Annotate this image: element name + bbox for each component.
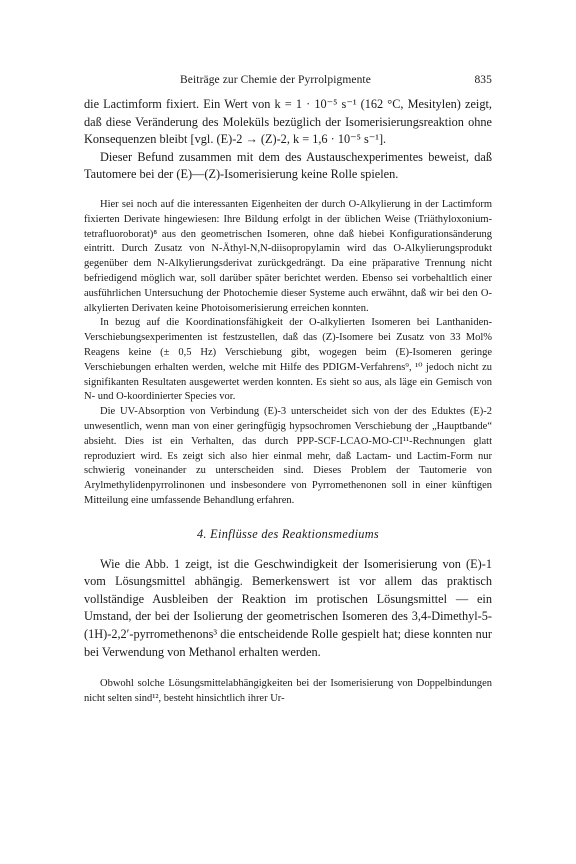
small-paragraph-lanthanide: In bezug auf die Koordinationsfähigkeit der O-alkylierten Isomeren bei Lanthaniden-Verschiebungsexperimenten ist festzustellen, daß das (Z)-Isomere bei Zusatz von 33 Mol% Reagens keine (± 0,5 Hz) Verschiebung gibt, wogegen beim (E)-Isomeren geringe Verschiebungen erhalten werden, welche mit Hilfe des PDIGM-Verfahrens⁹, ¹⁰ jedoch nicht zu signifikanten Resultaten ausgewertet werden konnten. Es sieht so aus, als läge ein Gemisch von N- und O-koordinierter Species vor. — [84, 317, 492, 403]
page-number: 835 — [474, 74, 492, 86]
paragraph-solvent-dependence: Wie die Abb. 1 zeigt, ist die Geschwindigkeit der Isomerisierung von (E)-1 vom Lösungsmittel abhängig. Bemerkenswert ist vor allem das praktisch vollständige Ausbleiben der Reaktion im protischen Lösungsmittel — ein Umstand, der bei der Isolierung der geometrischen Isomeren des 3,4-Dimethyl-5-(1H)-2,2′-pyrromethenons³ die entscheidende Rolle gespielt hat; diese konnten nur bei Verwendung von Methanol erhalten werden. — [84, 556, 492, 659]
paragraph-lactim-rate: die Lactimform fixiert. Ein Wert von k = 1 · 10⁻⁵ s⁻¹ (162 °C, Mesitylen) zeigt, daß diese Veränderung des Moleküls bezüglich der Isomerisierungsreaktion ohne Konsequenzen bleibt [vgl. (E)-2 → (Z)-2, k = 1,6 · 10⁻⁵ s⁻¹]. — [84, 97, 492, 147]
page-body — [84, 96, 492, 707]
small-paragraph-uv-absorption: Die UV-Absorption von Verbindung (E)-3 unterscheidet sich von der des Eduktes (E)-2 unwesentlich, wenn man von einer geringfügig hypsochromen Verschiebung der „Hauptbande“ absieht. Dies ist ein Verhalten, das durch PPP-SCF-LCAO-MO-CI¹¹-Rechnungen glatt reproduziert wird. Es zeigt sich also hier einmal mehr, daß Lactam- und Lactim-Form nur schwierig voneinander zu unterscheiden sind. Dieses Problem der Tautomerie von Arylmethylidenpyrrolinonen und insbesondere von Pyrromethenonen soll in einer künftigen Mitteilung eine umfassende Behandlung erfahren. — [84, 406, 492, 506]
paragraph-tautomer-conclusion: Dieser Befund zusammen mit dem des Austauschexperimentes beweist, daß Tautomere bei der (E)—(Z)-Isomerisierung keine Rolle spielen. — [84, 149, 492, 182]
small-paragraph-o-alkylation: Hier sei noch auf die interessanten Eigenheiten der durch O-Alkylierung in der Lactimform fixierten Derivate hingewiesen: Ihre Bildung erfolgt in der üblichen Weise (Triäthyloxonium-tetrafluoroborat)⁸ aus den geometrischen Isomeren, ohne daß hiebei Konfigurationsänderung eintritt. Durch Zusatz von N-Äthyl-N,N-diisopropylamin wird das O-Alkylierungsprodukt gegenüber dem N-Alkylierungsderivat zurückgedrängt. Da eine präparative Trennung nicht befriedigend möglich war, soll darüber später berichtet werden. Ebenso sei vorbehaltlich einer ausführlichen Untersuchung der Photochemie dieser Systeme auch erwähnt, daß wir bei den O-alkylierten Derivaten keine Photoisomerisierung erreichen konnten. — [84, 198, 492, 314]
small-paragraph-double-bond: Obwohl solche Lösungsmittelabhängigkeiten bei der Isomerisierung von Doppelbindungen nicht selten sind¹², besteht hinsichtlich ihrer Ur- — [84, 678, 492, 705]
running-title: Beiträge zur Chemie der Pyrrolpigmente — [180, 74, 371, 86]
section-heading: 4. Einflüsse des Reaktionsmediums — [196, 526, 380, 541]
